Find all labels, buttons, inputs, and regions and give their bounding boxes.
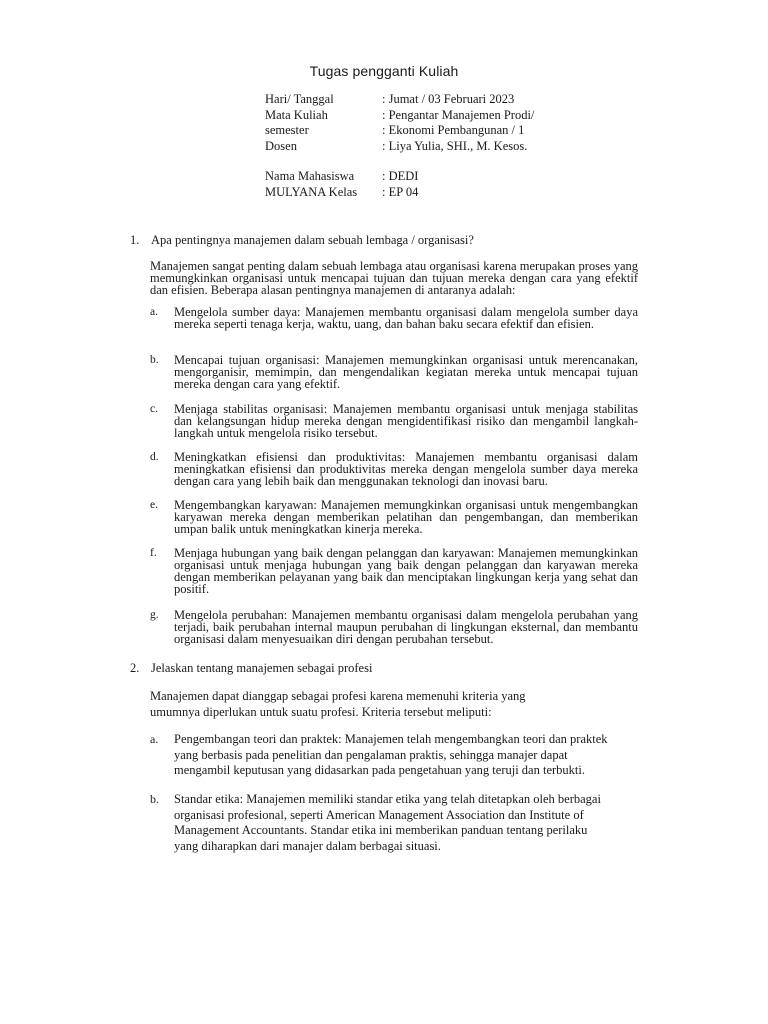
text-line: yang berbasis pada penelitian dan pengalaman praktis, sehingga manajer dapat	[174, 747, 568, 762]
text-line: Standar etika: Manajemen memiliki standar etika yang telah ditetapkan oleh berbagai	[174, 792, 601, 806]
student-row-name	[265, 169, 534, 185]
text-line: Management Accountants. Standar etika ini memberikan panduan tentang perilaku	[174, 823, 588, 837]
question-1-number: 1.	[130, 233, 140, 247]
info-label: Dosen	[265, 138, 297, 153]
info-value: : Ekonomi Pembangunan / 1	[382, 123, 525, 137]
info-value: : Pengantar Manajemen Prodi/	[382, 107, 535, 122]
list-marker: g.	[150, 609, 159, 621]
list-item-text: Meningkatkan efisiensi dan produktivitas: Manajemen membantu organisasi dalam meningkatkan efisiensi dan produktivitas mereka dengan mengelola sumber daya mereka dengan cara yang lebih baik dan menggunakan teknologi dan inovasi baru.	[174, 450, 638, 488]
student-value: : DEDI	[382, 169, 419, 183]
list-item-text: Mengelola perubahan: Manajemen membantu organisasi dalam mengelola perubahan yang terjadi, baik perubahan internal maupun perubahan di lingkungan eksternal, dan membantu organisasi dalam menyesuaikan diri dengan perubahan tersebut.	[174, 608, 638, 646]
intro-line: umumnya diperlukan untuk suatu profesi. Kriteria tersebut meliputi:	[150, 705, 492, 719]
list-marker: a.	[150, 732, 159, 746]
student-label: Nama Mahasiswa	[265, 169, 355, 183]
student-row-class	[265, 185, 534, 201]
info-label: semester	[265, 123, 309, 137]
question-2-answer-intro	[150, 688, 526, 720]
question-2-number: 2.	[130, 661, 140, 675]
list-marker: d.	[150, 451, 159, 463]
info-row-lecturer	[265, 139, 534, 155]
student-value: : EP 04	[382, 184, 419, 199]
question-2-text: Jelaskan tentang manajemen sebagai profesi	[151, 661, 373, 675]
list-item-text: Menjaga stabilitas organisasi: Manajemen membantu organisasi untuk menjaga stabilitas dan kelangsungan hidup mereka dengan mengidentifikasi risiko dan mengambil langkah-langkah untuk mengelola risiko tersebut.	[174, 402, 638, 440]
info-row-date	[265, 92, 534, 108]
info-row-semester	[265, 123, 534, 139]
list-marker: a.	[150, 306, 158, 318]
text-line: mengambil keputusan yang didasarkan pada pengetahuan yang teruji dan terbukti.	[174, 763, 585, 777]
info-table	[265, 92, 534, 200]
list-marker: b.	[150, 354, 159, 366]
question-1-text: Apa pentingnya manajemen dalam sebuah lembaga / organisasi?	[151, 233, 474, 247]
list-item-text: Mengelola sumber daya: Manajemen membantu organisasi dalam mengelola sumber daya mereka seperti tenaga kerja, waktu, uang, dan bahan baku secara efektif dan efisien.	[174, 305, 638, 331]
list-item-text: Menjaga hubungan yang baik dengan pelanggan dan karyawan: Manajemen memungkinkan organisasi untuk menjaga hubungan yang baik dengan pelanggan dan karyawan mereka dengan memberikan pelayanan yang baik dan menciptakan lingkungan kerja yang sehat dan positif.	[174, 546, 638, 596]
info-label: Mata Kuliah	[265, 107, 328, 122]
list-item-text: Mencapai tujuan organisasi: Manajemen memungkinkan organisasi untuk merencanakan, mengorganisir, memimpin, dan mengendalikan kegiatan mereka untuk mencapai tujuan mereka dengan cara yang efektif.	[174, 353, 638, 391]
info-row-course	[265, 108, 534, 124]
text-line: organisasi profesional, seperti American Management Association dan Institute of	[174, 807, 584, 822]
info-label: Hari/ Tanggal	[265, 92, 334, 106]
page-title: Tugas pengganti Kuliah	[309, 63, 459, 79]
list-marker: f.	[150, 547, 157, 559]
text-line: yang diharapkan dari manajer dalam berbagai situasi.	[174, 838, 441, 853]
info-value: : Liya Yulia, SHI., M. Kesos.	[382, 138, 528, 153]
text-line: Pengembangan teori dan praktek: Manajemen telah mengembangkan teori dan praktek	[174, 732, 608, 746]
list-item-text: Mengembangkan karyawan: Manajemen memungkinkan organisasi untuk mengembangkan karyawan mereka dengan memberikan pelatihan dan pengembangan, dan memberikan umpan balik untuk meningkatkan kinerja mereka.	[174, 498, 638, 536]
list-marker: e.	[150, 499, 158, 511]
student-label: MULYANA Kelas	[265, 184, 358, 199]
list-marker: c.	[150, 403, 158, 415]
list-item-text	[174, 732, 650, 779]
intro-line: Manajemen dapat dianggap sebagai profesi karena memenuhi kriteria yang	[150, 689, 526, 703]
list-marker: b.	[150, 792, 159, 806]
info-value: : Jumat / 03 Februari 2023	[382, 92, 515, 106]
list-item-text	[174, 792, 650, 854]
question-1-answer-intro: Manajemen sangat penting dalam sebuah lembaga atau organisasi karena merupakan proses yang memungkinkan organisasi untuk mencapai tujuan dan tujuan mereka dengan cara yang efektif dan efisien. Beberapa alasan pentingnya manajemen di antaranya adalah:	[150, 259, 638, 297]
